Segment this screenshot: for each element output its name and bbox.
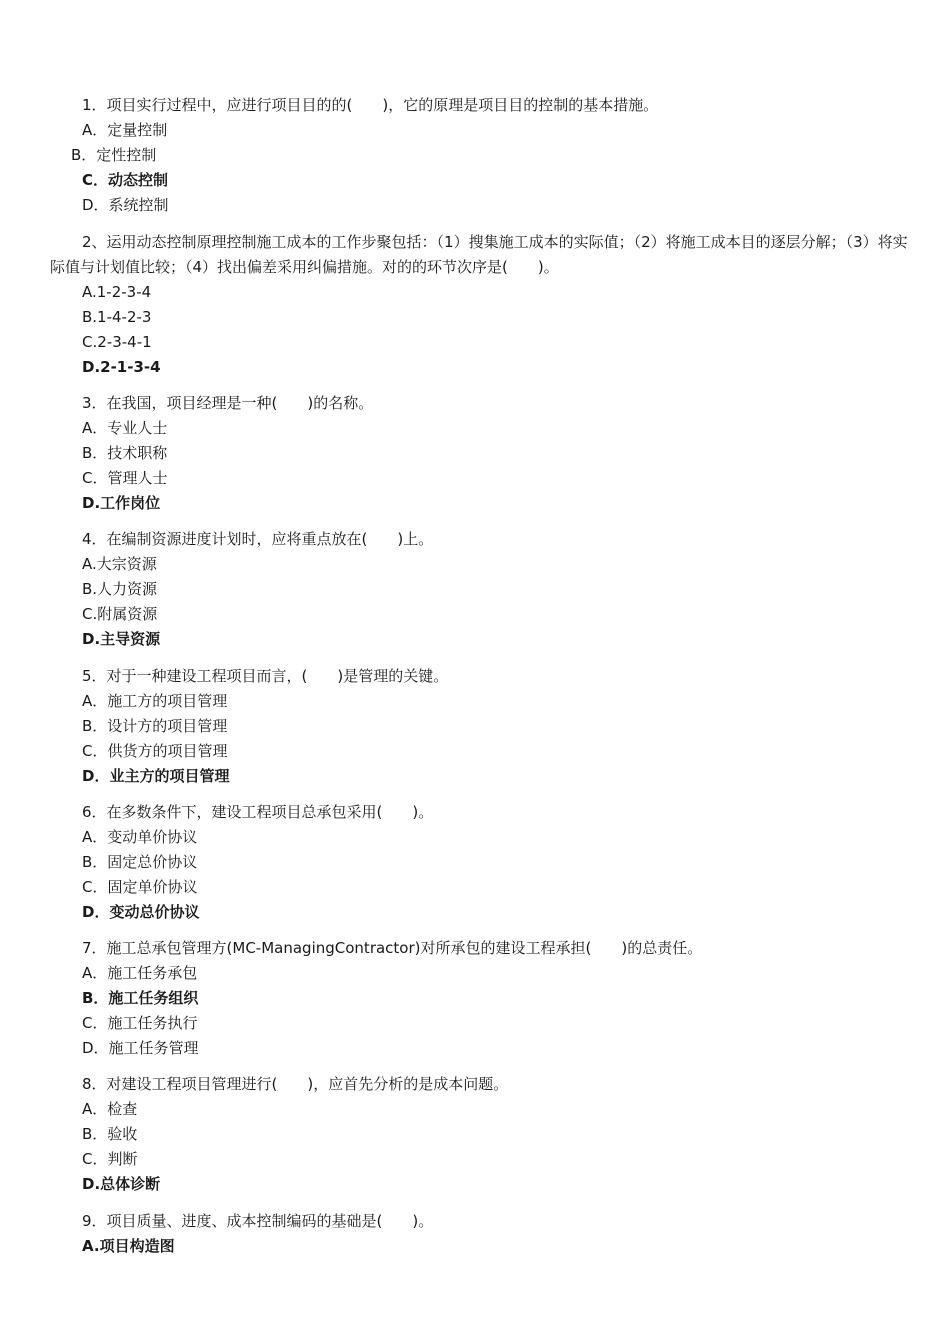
question-stem: 7．施工总承包管理方(MC-ManagingContractor)对所承包的建设工程承担( )的总责任。 — [82, 939, 703, 957]
option-c: C.附属资源 — [82, 605, 158, 623]
question-5 — [50, 664, 910, 789]
question-4 — [50, 527, 910, 652]
option-d-answer: D.2-1-3-4 — [82, 358, 161, 376]
option-b: B.1-4-2-3 — [82, 308, 152, 326]
question-stem: 6．在多数条件下，建设工程项目总承包采用( )。 — [82, 803, 434, 821]
option-c: C．管理人士 — [82, 469, 168, 487]
option-c: C.2-3-4-1 — [82, 333, 152, 351]
option-a: A．变动单价协议 — [82, 828, 198, 846]
option-b: B．技术职称 — [82, 444, 168, 462]
question-stem: 4．在编制资源进度计划时，应将重点放在( )上。 — [82, 530, 434, 548]
question-2 — [50, 230, 910, 380]
option-a-answer: A.项目构造图 — [82, 1237, 175, 1255]
option-b: B．定性控制 — [71, 146, 157, 164]
option-a: A．定量控制 — [82, 121, 168, 139]
option-d: D．施工任务管理 — [82, 1039, 199, 1057]
option-a: A．施工任务承包 — [82, 964, 198, 982]
question-stem: 3．在我国，项目经理是一种( )的名称。 — [82, 394, 374, 412]
question-1 — [50, 93, 910, 218]
option-b: B．验收 — [82, 1125, 138, 1143]
option-b-answer: B．施工任务组织 — [82, 989, 199, 1007]
option-c: C．判断 — [82, 1150, 138, 1168]
option-d: D．系统控制 — [82, 196, 169, 214]
option-d-answer: D.总体诊断 — [82, 1175, 161, 1193]
option-d-answer: D．变动总价协议 — [82, 903, 200, 921]
question-6 — [50, 800, 910, 925]
question-stem: 1．项目实行过程中，应进行项目目的的( )，它的原理是项目目的控制的基本措施。 — [82, 96, 659, 114]
option-c: C．供货方的项目管理 — [82, 742, 228, 760]
option-d-answer: D．业主方的项目管理 — [82, 767, 230, 785]
option-a: A．检查 — [82, 1100, 138, 1118]
option-b: B．固定总价协议 — [82, 853, 198, 871]
option-c: C．固定单价协议 — [82, 878, 198, 896]
option-d-answer: D.工作岗位 — [82, 494, 161, 512]
question-8 — [50, 1072, 910, 1197]
question-stem: 8．对建设工程项目管理进行( )，应首先分析的是成本问题。 — [82, 1075, 509, 1093]
question-7 — [50, 936, 910, 1061]
option-a: A.1-2-3-4 — [82, 283, 152, 301]
question-3 — [50, 391, 910, 516]
option-b: B．设计方的项目管理 — [82, 717, 228, 735]
option-a: A.大宗资源 — [82, 555, 157, 573]
option-b: B.人力资源 — [82, 580, 158, 598]
option-c-answer: C．动态控制 — [82, 171, 169, 189]
option-a: A．专业人士 — [82, 419, 168, 437]
question-9 — [50, 1209, 910, 1259]
option-c: C．施工任务执行 — [82, 1014, 198, 1032]
option-a: A．施工方的项目管理 — [82, 692, 228, 710]
question-stem: 5．对于一种建设工程项目而言，( )是管理的关键。 — [82, 667, 449, 685]
question-stem: 9．项目质量、进度、成本控制编码的基础是( )。 — [82, 1212, 434, 1230]
question-stem: 2、运用动态控制原理控制施工成本的工作步聚包括：（1）搜集施工成本的实际值；（2）将施工成本目的逐层分解；（3）将实际值与计划值比较；（4）找出偏差采用纠偏措施。对的的环节次序是( )。 — [50, 233, 908, 276]
option-d-answer: D.主导资源 — [82, 630, 161, 648]
